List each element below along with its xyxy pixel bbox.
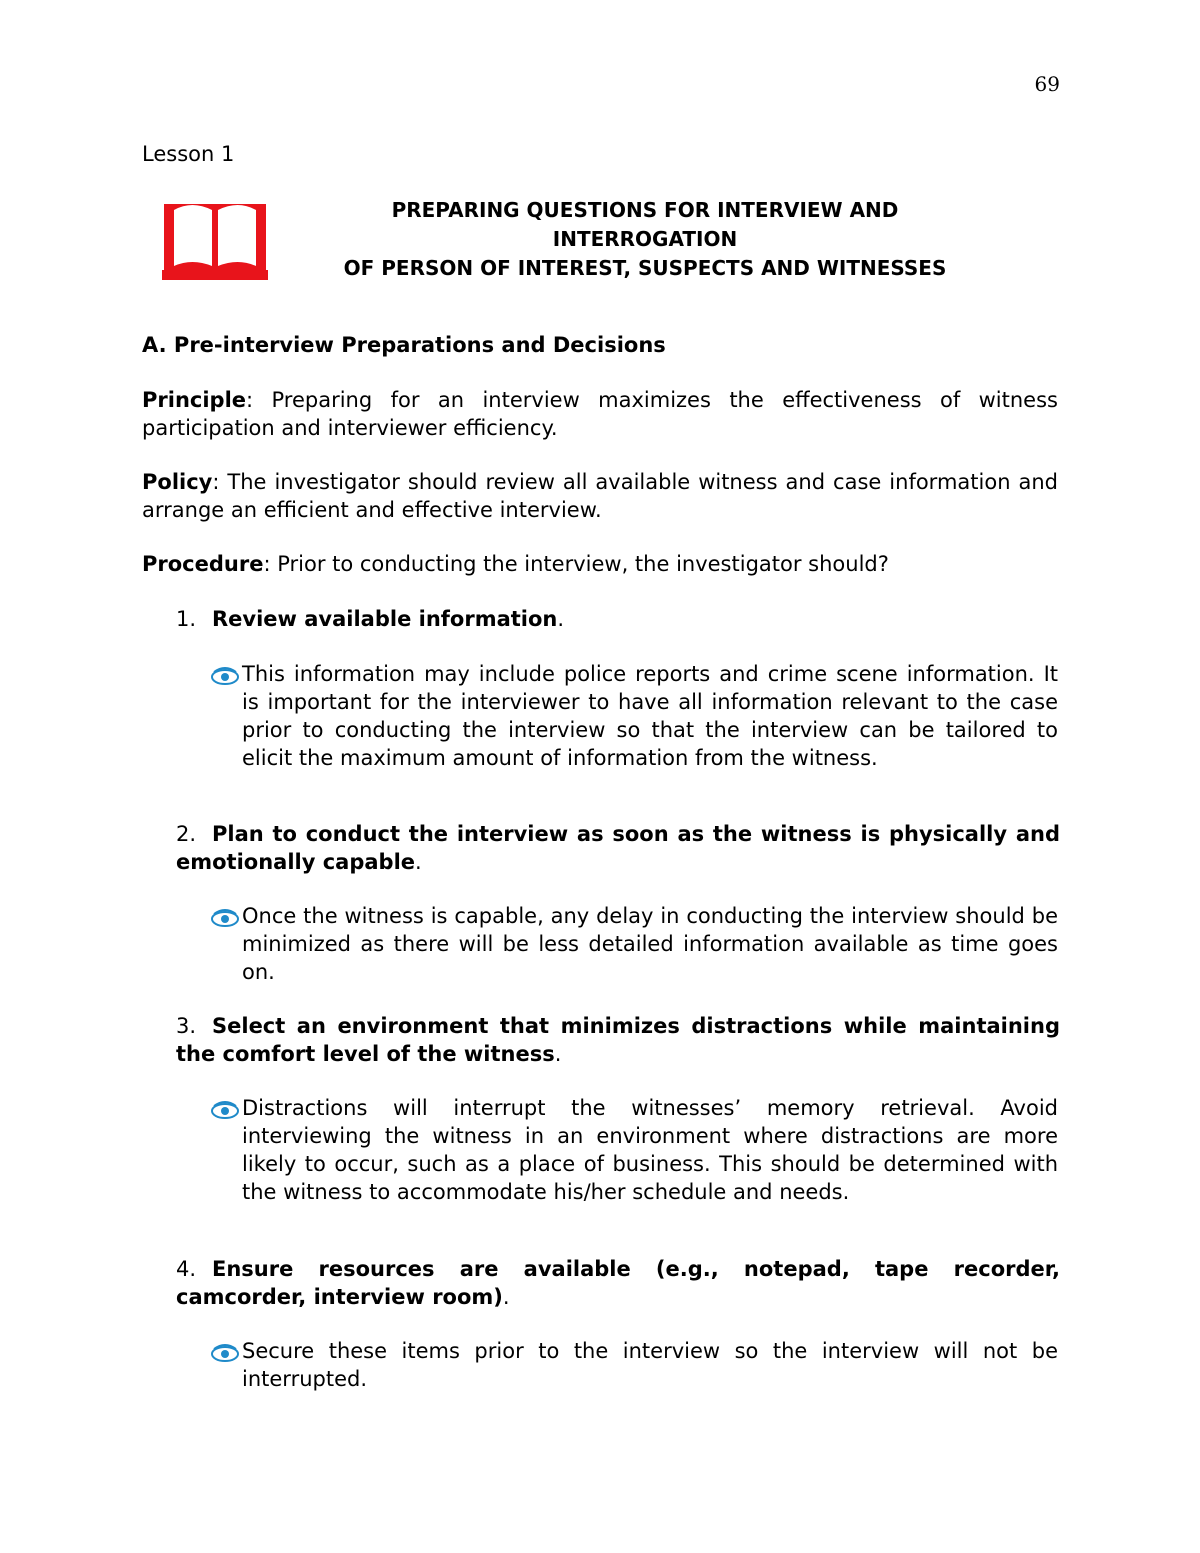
procedure-text: : Prior to conducting the interview, the investigator should? <box>263 552 889 576</box>
policy-paragraph <box>142 468 1058 524</box>
book-icon <box>162 198 268 280</box>
step-detail-text: Secure these items prior to the interview so the interview will not be interrupted. <box>242 1339 1058 1391</box>
step-detail-text: This information may include police reports and crime scene information. It is important for the interviewer to have all information relevant to the case prior to conducting the interview so that the interview can be tailored to elicit the maximum amount of information from the witness. <box>242 662 1058 770</box>
step-number: 4. <box>176 1257 197 1281</box>
procedure-paragraph <box>142 550 1058 578</box>
section-heading: A. Pre-interview Preparations and Decisions <box>142 333 666 357</box>
principle-paragraph <box>142 386 1058 442</box>
list-item: 2. Plan to conduct the interview as soon as the witness is physically and emotionally capable. <box>176 822 1060 874</box>
step-title: Review available information <box>212 607 558 631</box>
step-number: 2. <box>176 822 197 846</box>
step-title: Plan to conduct the interview as soon as the witness is physically and emotionally capable <box>176 822 1060 874</box>
list-item: 1. Review available information. <box>176 607 565 631</box>
lesson-label: Lesson 1 <box>142 142 235 166</box>
step-number: 3. <box>176 1014 197 1038</box>
procedure-label: Procedure <box>142 552 264 576</box>
step-title: Select an environment that minimizes distractions while maintaining the comfort level of the witness <box>176 1014 1060 1066</box>
eye-icon <box>210 666 240 686</box>
step-detail <box>210 660 1058 772</box>
page-number: 69 <box>1034 72 1060 96</box>
principle-label: Principle <box>142 388 247 412</box>
step-detail <box>210 902 1058 986</box>
step-number: 1. <box>176 607 197 631</box>
eye-icon <box>210 1343 240 1363</box>
eye-icon <box>210 1100 240 1120</box>
step-detail <box>210 1337 1058 1393</box>
policy-label: Policy <box>142 470 213 494</box>
step-detail-text: Once the witness is capable, any delay in conducting the interview should be minimized as there will be less detailed information available as time goes on. <box>242 904 1058 984</box>
step-detail <box>210 1094 1058 1206</box>
list-item: 3. Select an environment that minimizes distractions while maintaining the comfort level of the witness. <box>176 1014 1060 1066</box>
principle-text: : Preparing for an interview maximizes the effectiveness of witness participation and interviewer efficiency. <box>142 388 1058 440</box>
step-detail-text: Distractions will interrupt the witnesses’ memory retrieval. Avoid interviewing the witness in an environment where distractions are more likely to occur, such as a place of business. This should be determined with the witness to accommodate his/her schedule and needs. <box>242 1096 1058 1204</box>
list-item: 4. Ensure resources are available (e.g., notepad, tape recorder, camcorder, interview room). <box>176 1257 1060 1309</box>
page-title <box>300 196 990 283</box>
title-line-2: OF PERSON OF INTEREST, SUSPECTS AND WITNESSES <box>343 256 947 280</box>
title-line-1: PREPARING QUESTIONS FOR INTERVIEW AND INTERROGATION <box>391 198 899 251</box>
policy-text: : The investigator should review all available witness and case information and arrange an efficient and effective interview. <box>142 470 1058 522</box>
step-title: Ensure resources are available (e.g., notepad, tape recorder, camcorder, interview room) <box>176 1257 1060 1309</box>
eye-icon <box>210 908 240 928</box>
